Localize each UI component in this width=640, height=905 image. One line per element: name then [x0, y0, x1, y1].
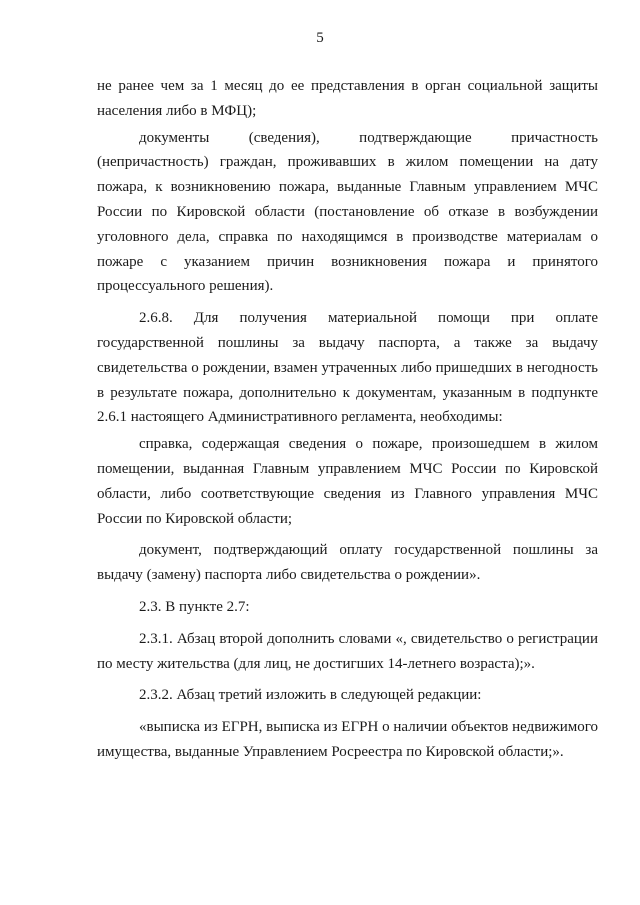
paragraph-egrn-extract: «выписка из ЕГРН, выписка из ЕГРН о наличии объектов недвижимого имущества, выданные Управлением Росреестра по Кировской области;». [97, 719, 598, 760]
paragraph-duty-payment: документ, подтверждающий оплату государственной пошлины за выдачу (замену) паспорта либо свидетельства о рождении». [97, 542, 598, 584]
document-body [97, 74, 598, 772]
paragraph-2-3-1: 2.3.1. Абзац второй дополнить словами «, свидетельство о регистрации по месту жительства (для лиц, не достигших 14-летнего возраста);». [97, 630, 598, 672]
paragraph-2-3: 2.3. В пункте 2.7: [139, 598, 250, 615]
paragraph-2-3-2: 2.3.2. Абзац третий изложить в следующей редакции: [139, 687, 482, 704]
paragraph-documents-fire-cause: документы (сведения), подтверждающие причастность (непричастность) граждан, проживавших в жилом помещении на дату пожара, к возникновению пожара, выданные Главным управлением МЧС России по Кировской области (постановление об отказе в возбуждении уголовного дела, справка по находящимся в производстве материалам о пожаре с указанием причин возникновения пожара и принятого процессуального решения). [97, 129, 598, 295]
paragraph-2-6-8: 2.6.8. Для получения материальной помощи при оплате государственной пошлины за выдачу паспорта, а также за выдачу свидетельства о рождении, взамен утраченных либо пришедших в негодность в результате пожара, дополнительно к документам, указанным в подпункте 2.6.1 настоящего Административного регламента, необходимы: [97, 310, 598, 426]
page-number: 5 [316, 30, 324, 46]
paragraph-continuation: не ранее чем за 1 месяц до ее представления в орган социальной защиты населения либо в МФЦ); [97, 78, 598, 119]
paragraph-fire-certificate: справка, содержащая сведения о пожаре, произошедшем в жилом помещении, выданная Главным управлением МЧС России по Кировской области, либо соответствующие сведения из Главного управления МЧС России по Кировской области; [97, 436, 598, 527]
